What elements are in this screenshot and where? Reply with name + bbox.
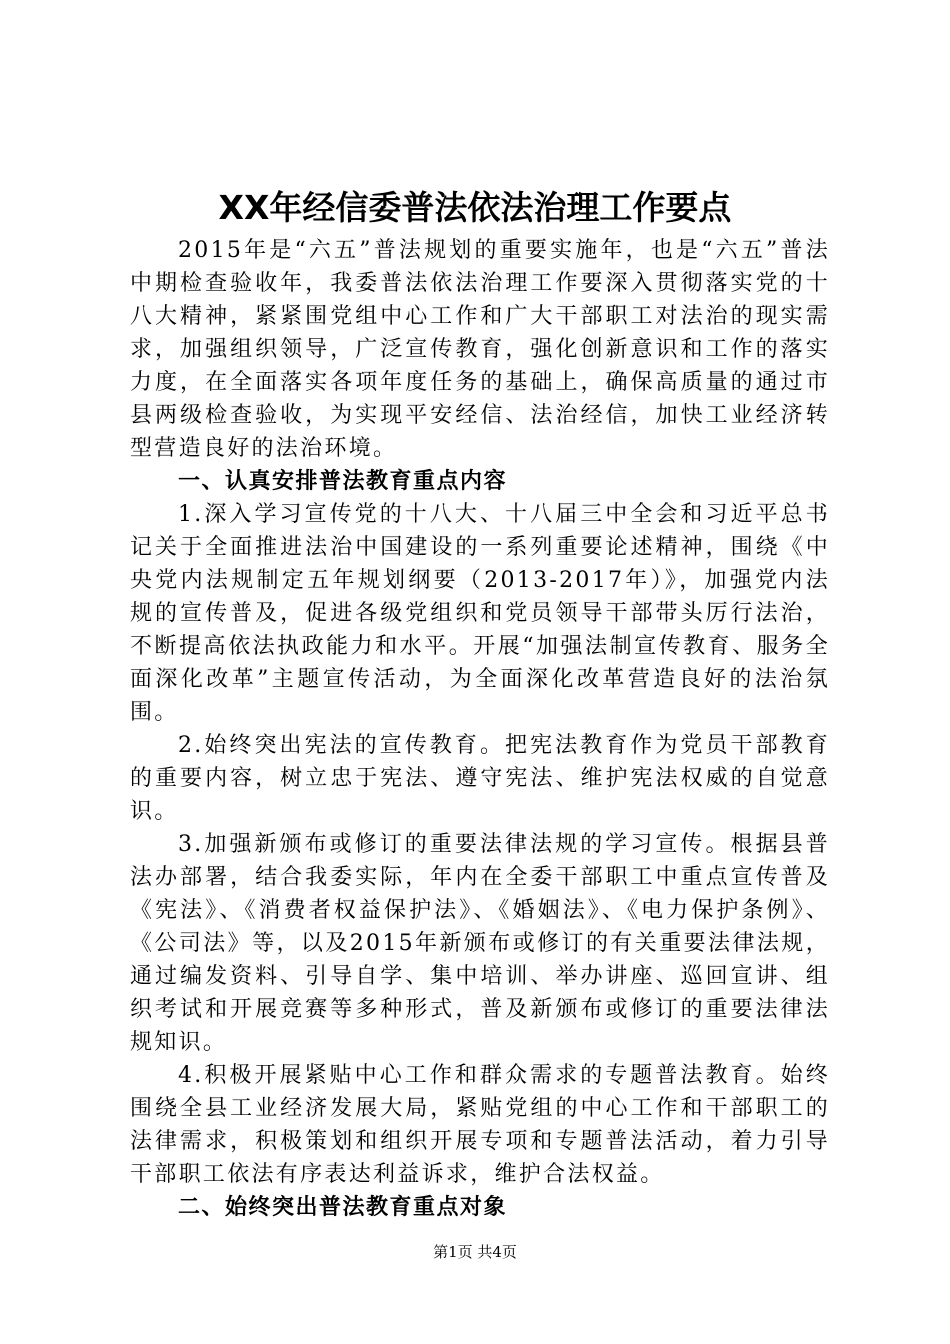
item-paragraph-3: 3.加强新颁布或修订的重要法律法规的学习宣传。根据县普法办部署，结合我委实际，年内在全委干部职工中重点宣传普及《宪法》、《消费者权益保护法》、《婚姻法》、《电力保护条例》、《公司法》等，以及2015年新颁布或修订的有关重要法律法规，通过编发资料、引导自学、集中培训、举办讲座、巡回宣讲、组织考试和开展竞赛等多种形式，普及新颁布或修订的重要法律法规知识。 [130, 832, 830, 1055]
item-paragraph-4: 4.积极开展紧贴中心工作和群众需求的专题普法教育。始终围绕全县工业经济发展大局，紧贴党组的中心工作和干部职工的法律需求，积极策划和组织开展专项和专题普法活动，着力引导干部职工依法有序表达利益诉求，维护合法权益。 [130, 1063, 830, 1187]
document-body [130, 234, 830, 1224]
intro-paragraph: 2015年是“六五”普法规划的重要实施年，也是“六五”普法中期检查验收年，我委普法依法治理工作要深入贯彻落实党的十八大精神，紧紧围党组中心工作和广大干部职工对法治的现实需求，加强组织领导，广泛宣传教育，强化创新意识和工作的落实力度，在全面落实各项年度任务的基础上，确保高质量的通过市县两级检查验收，为实现平安经信、法治经信，加快工业经济转型营造良好的法治环境。 [130, 238, 830, 461]
item-paragraph-2: 2.始终突出宪法的宣传教育。把宪法教育作为党员干部教育的重要内容，树立忠于宪法、遵守宪法、维护宪法权威的自觉意识。 [130, 733, 830, 824]
item-paragraph-1: 1.深入学习宣传党的十八大、十八届三中全会和习近平总书记关于全面推进法治中国建设的一系列重要论述精神，围绕《中央党内法规制定五年规划纲要（2013-2017年）》，加强党内法规的宣传普及，促进各级党组织和党员领导干部带头厉行法治，不断提高依法执政能力和水平。开展“加强法制宣传教育、服务全面深化改革”主题宣传活动，为全面深化改革营造良好的法治氛围。 [130, 502, 830, 725]
page-number-footer: 第1页 共4页 [433, 1243, 517, 1261]
document-title: XX年经信委普法依法治理工作要点 [218, 188, 732, 227]
section-heading-2: 二、始终突出普法教育重点对象 [178, 1195, 508, 1220]
section-heading-1: 一、认真安排普法教育重点内容 [178, 469, 508, 494]
